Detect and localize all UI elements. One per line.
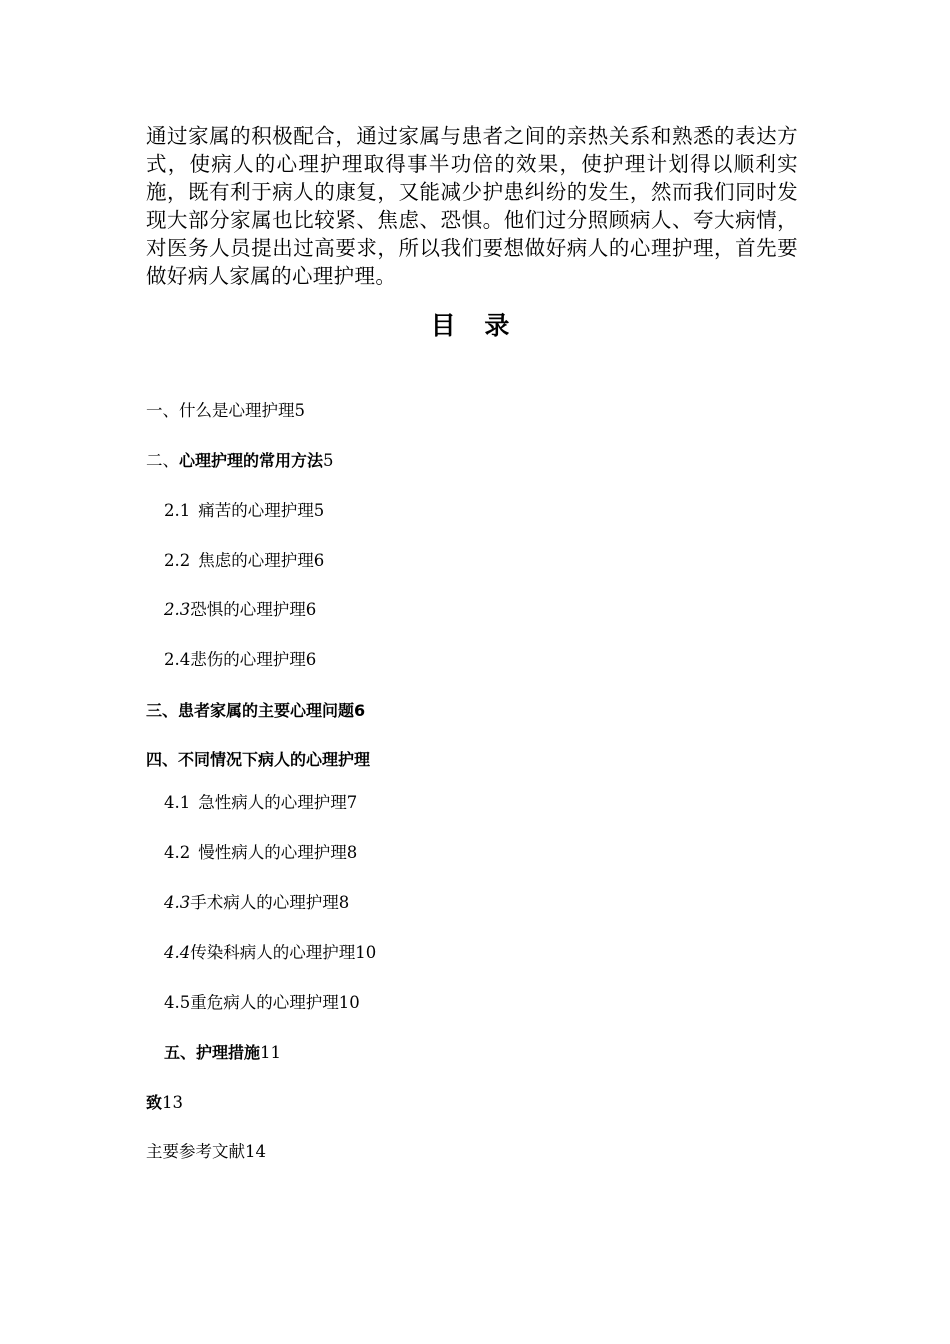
toc-item[interactable]: [164, 1042, 281, 1064]
toc-item-page: 5: [323, 451, 334, 470]
toc-item-page: 11: [260, 1043, 282, 1062]
toc-item-text: 痛苦的心理护理: [198, 501, 314, 520]
toc-item-text: 主要参考文献: [146, 1142, 245, 1161]
toc-item-page: 5: [313, 501, 325, 520]
toc-item-page: 6: [354, 701, 366, 720]
toc-item-number: 2.2: [164, 551, 191, 570]
toc-item-number: 2.3: [164, 600, 191, 619]
toc-item[interactable]: [164, 842, 357, 864]
toc-item-page: 14: [245, 1142, 266, 1161]
toc-item-text: 什么是心理护理: [179, 401, 295, 420]
toc-item-text: 心理护理的常用方法: [179, 451, 324, 470]
toc-item-text: 患者家属的主要心理问题: [178, 701, 355, 720]
toc-item-page: 8: [346, 843, 358, 862]
toc-item-text: 恐惧的心理护理: [190, 600, 306, 619]
toc-item[interactable]: [164, 550, 324, 572]
toc-item-text: 焦虑的心理护理: [198, 551, 314, 570]
toc-item[interactable]: [146, 400, 305, 422]
toc-item-page: 10: [355, 943, 377, 962]
toc-item-number: 三、: [146, 701, 179, 720]
toc-item[interactable]: [164, 942, 376, 964]
toc-item-number: 4.5: [164, 993, 191, 1012]
toc-item-number: 一、: [146, 401, 179, 420]
toc-item-page: 8: [338, 893, 350, 912]
toc-item-number: 4.4: [164, 943, 191, 962]
toc-item-number: 2.1: [164, 501, 191, 520]
toc-item[interactable]: [164, 892, 349, 914]
intro-paragraph: 通过家属的积极配合，通过家属与患者之间的亲热关系和熟悉的表达方式，使病人的心理护理取得事半功倍的效果，使护理计划得以顺利实施，既有利于病人的康复，又能减少护患纠纷的发生，然而我们同时发现大部分家属也比较紧、焦虑、恐惧。他们过分照顾病人、夸大病情，对医务人员提出过高要求，所以我们要想做好病人的心理护理，首先要做好病人家属的心理护理。: [146, 124, 798, 288]
toc-title: 目 录: [430, 311, 520, 340]
toc-item[interactable]: [164, 649, 316, 671]
toc-item-text: 传染科病人的心理护理: [190, 943, 356, 962]
toc-item[interactable]: [164, 599, 316, 621]
toc-item-number: 4.2: [164, 843, 191, 862]
toc-item-page: 6: [313, 551, 325, 570]
toc-item-number: 二、: [146, 451, 179, 470]
toc-item-text: 悲伤的心理护理: [190, 650, 306, 669]
toc-item-page: 6: [305, 600, 317, 619]
toc-item[interactable]: [164, 992, 360, 1014]
toc-item-text: 护理措施: [196, 1043, 261, 1062]
toc-item[interactable]: [146, 700, 365, 722]
toc-item-number: 五、: [164, 1043, 197, 1062]
toc-item-text: 致: [146, 1093, 163, 1112]
toc-item-page: 7: [346, 793, 358, 812]
toc-item-text: 不同情况下病人的心理护理: [178, 750, 371, 769]
toc-item-text: 急性病人的心理护理: [198, 793, 347, 812]
toc-item[interactable]: [164, 500, 324, 522]
toc-item-number: 4.3: [164, 893, 191, 912]
toc-item[interactable]: [146, 1092, 183, 1114]
toc-item[interactable]: [164, 792, 357, 814]
toc-item-number: 2.4: [164, 650, 191, 669]
toc-item-page: 6: [305, 650, 317, 669]
toc-item[interactable]: [146, 1141, 266, 1163]
toc-item-page: 10: [338, 993, 360, 1012]
toc-item-page: 13: [162, 1093, 184, 1112]
toc-item[interactable]: [146, 450, 334, 472]
toc-item-text: 手术病人的心理护理: [190, 893, 339, 912]
toc-item[interactable]: [146, 749, 370, 771]
toc-item-text: 重危病人的心理护理: [190, 993, 339, 1012]
toc-item-number: 四、: [146, 750, 179, 769]
toc-item-number: 4.1: [164, 793, 191, 812]
toc-item-text: 慢性病人的心理护理: [198, 843, 347, 862]
toc-item-page: 5: [294, 401, 305, 420]
